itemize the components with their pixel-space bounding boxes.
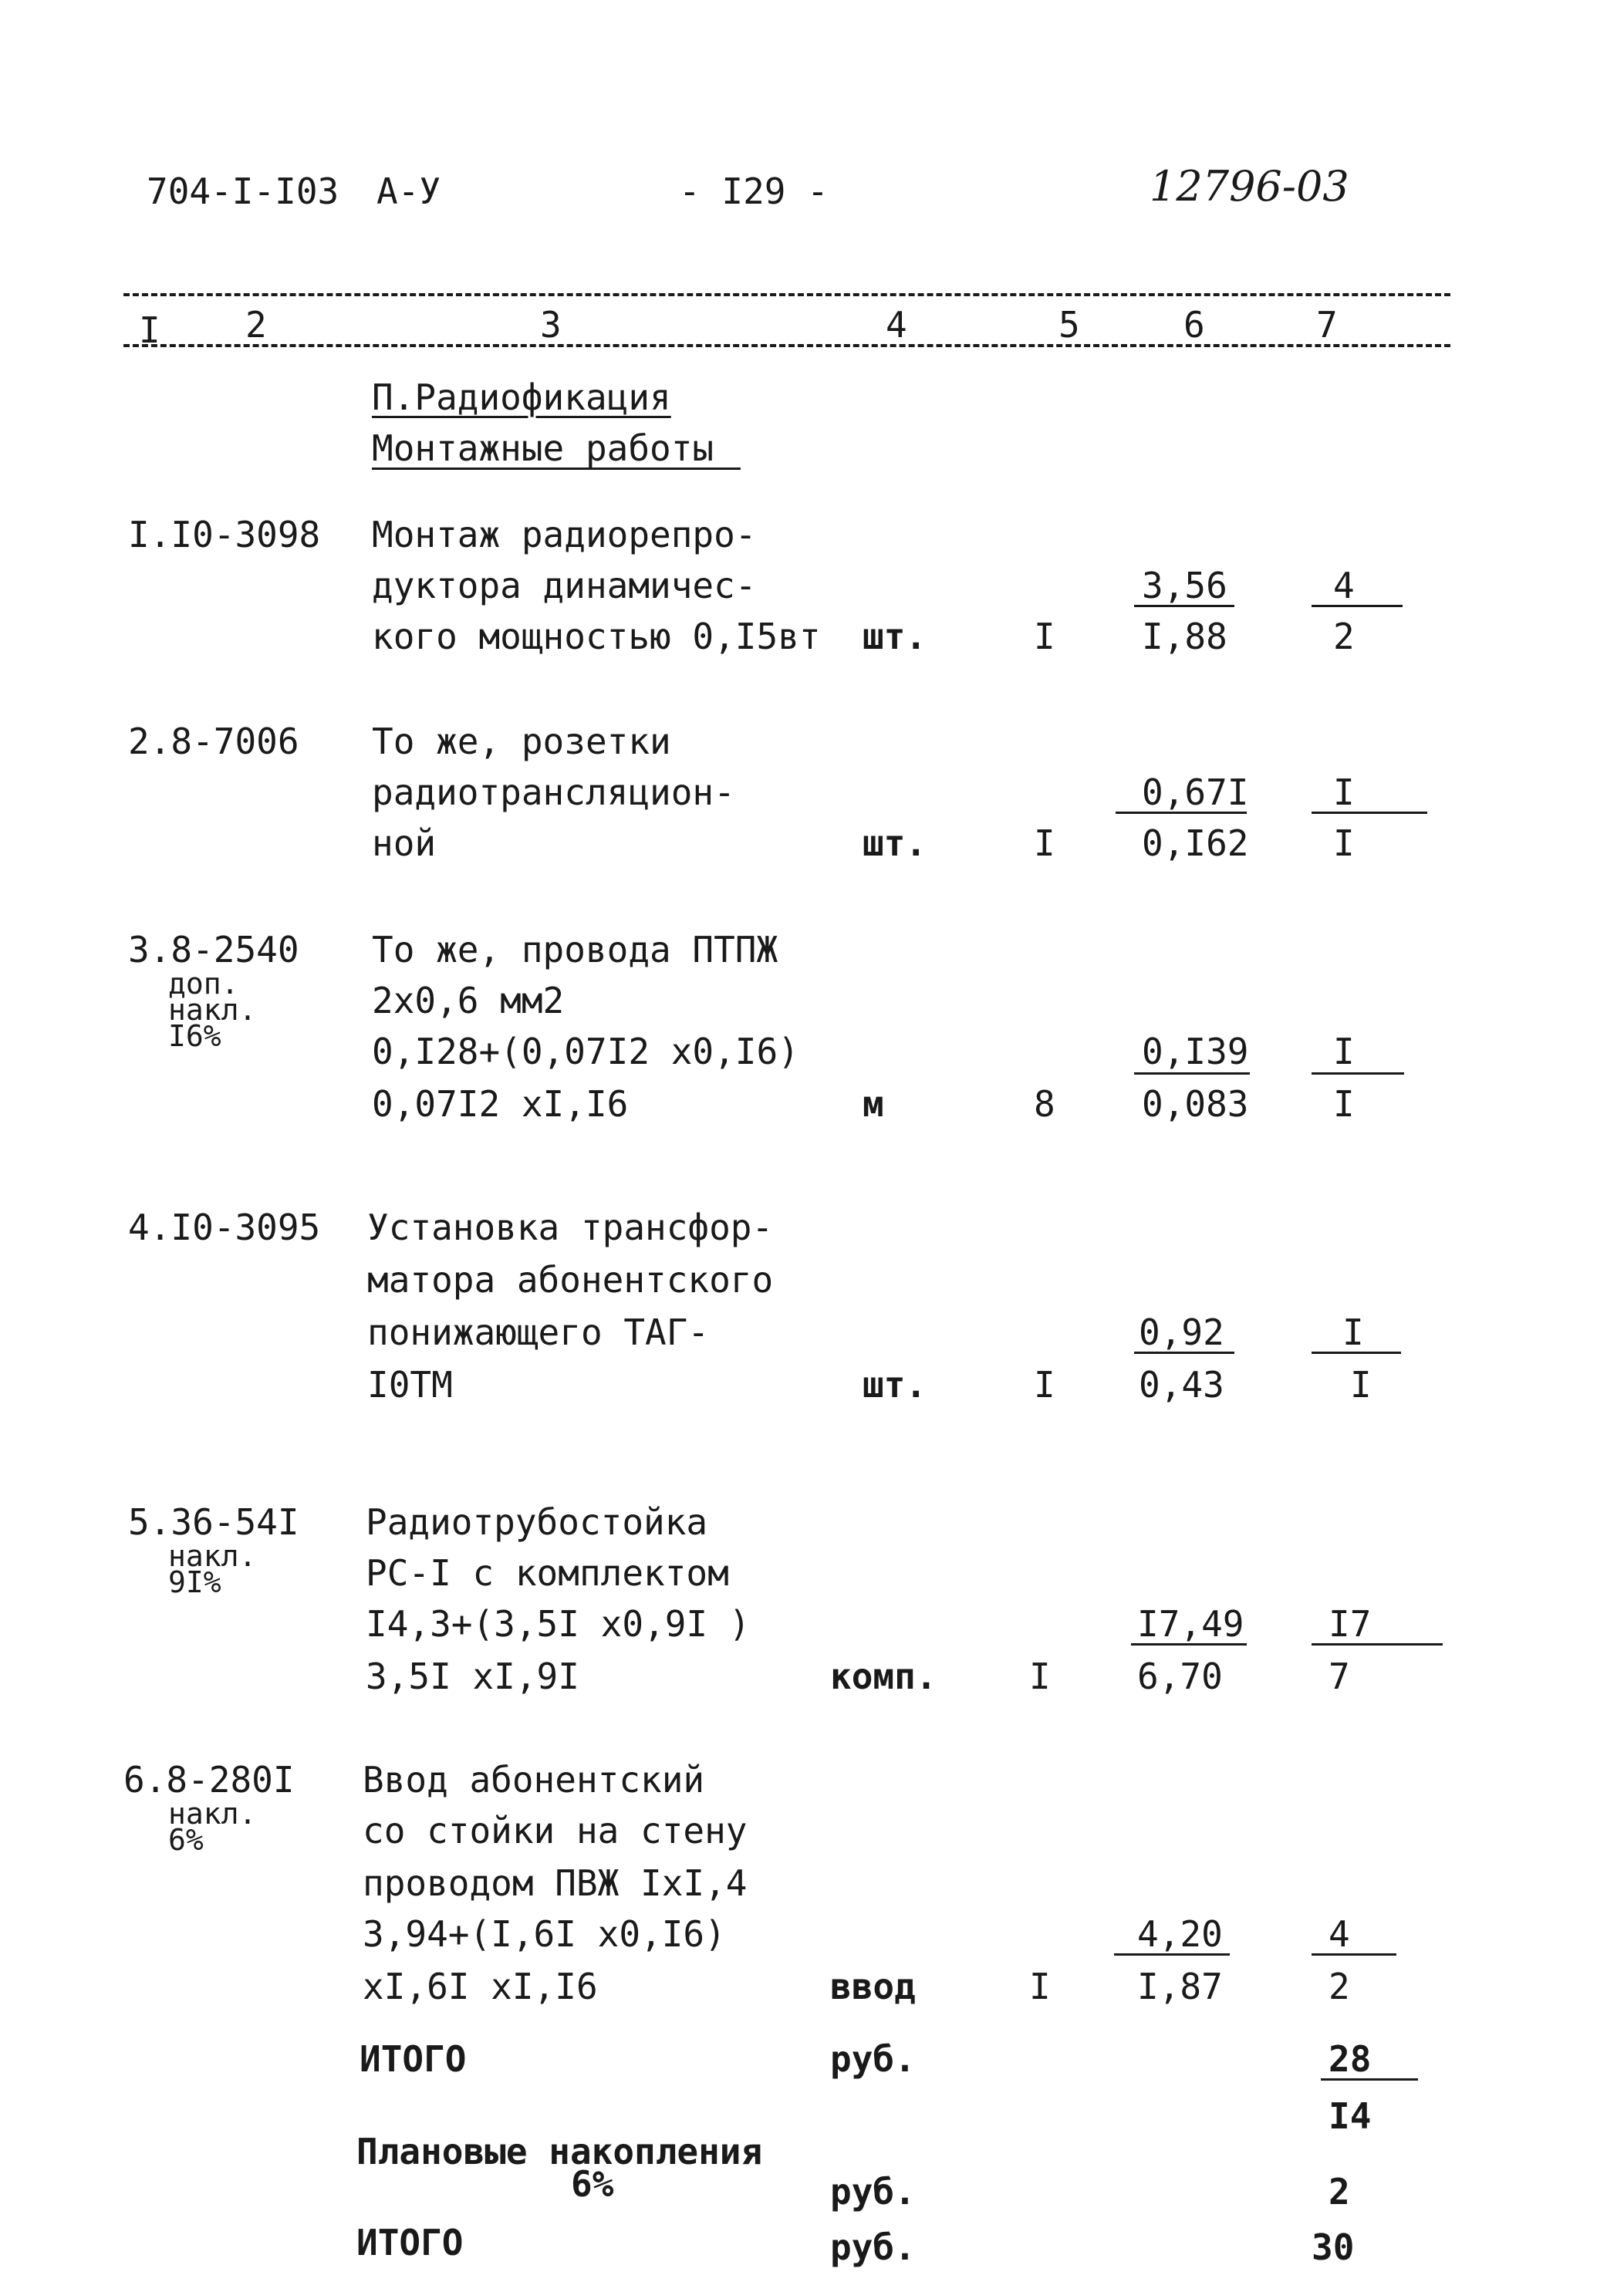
fraction-line	[1114, 1953, 1230, 1956]
col-header-1: I	[139, 309, 160, 351]
row-qty: I	[1034, 616, 1055, 657]
row-desc-line: I0ТМ	[367, 1364, 453, 1406]
section-subtitle-underline	[372, 468, 741, 470]
row-desc-line: То же, провода ПТПЖ	[372, 929, 778, 970]
section-subtitle: Монтажные работы	[372, 427, 714, 469]
row-desc-line: 3,94+(I,6I х0,I6)	[363, 1913, 726, 1955]
section-title: П.Радиофикация	[372, 376, 671, 418]
header-rule-top	[123, 293, 1450, 296]
row-col7-bottom: I	[1350, 1364, 1372, 1406]
row-qty: I	[1029, 1656, 1051, 1697]
final-total-unit: руб.	[830, 2226, 916, 2268]
row-col7-top: 4	[1333, 565, 1355, 606]
doc-code: 704-I-I03	[147, 170, 339, 212]
plan-accumulation-label: Плановые накопления	[356, 2131, 763, 2172]
row-col7-top: I	[1333, 1031, 1355, 1072]
row-desc-line: Ввод абонентский	[363, 1759, 705, 1801]
row-desc-line: 0,I28+(0,07I2 х0,I6)	[372, 1031, 799, 1072]
fraction-line	[1321, 2078, 1418, 2081]
row-note: накл. 6%	[168, 1797, 257, 1857]
row-col7-top: 4	[1329, 1913, 1350, 1955]
col-header-7: 7	[1316, 304, 1338, 346]
total-bottom: I4	[1329, 2095, 1372, 2137]
col-header-3: 3	[540, 304, 562, 346]
row-col7-bottom: 7	[1329, 1656, 1350, 1697]
plan-accumulation-unit: руб.	[830, 2171, 916, 2213]
row-code: 5.36-54I	[128, 1501, 299, 1543]
row-desc-line: ной	[372, 822, 437, 864]
handwritten-number: 12796-03	[1150, 162, 1349, 211]
row-col6-bottom: 0,43	[1139, 1364, 1224, 1406]
fraction-line	[1312, 1643, 1443, 1646]
col-header-2: 2	[245, 304, 267, 346]
fraction-line	[1312, 812, 1427, 814]
row-col6-top: 3,56	[1142, 565, 1227, 606]
row-code: 6.8-280I	[123, 1759, 295, 1801]
total-unit: руб.	[830, 2038, 916, 2080]
row-code: 2.8-7006	[128, 721, 299, 762]
row-desc-line: РС-I с комплектом	[366, 1552, 729, 1594]
row-desc-line: Монтаж радиорепро-	[372, 514, 757, 555]
row-code: 3.8-2540	[128, 929, 299, 970]
row-unit: шт.	[863, 822, 927, 864]
row-desc-line: То же, розетки	[372, 721, 671, 762]
row-col7-bottom: I	[1333, 1083, 1355, 1125]
row-desc-line: хI,6I хI,I6	[363, 1966, 598, 2007]
page-number: - I29 -	[679, 170, 829, 212]
row-desc-line: понижающего ТАГ-	[367, 1311, 710, 1353]
col-header-5: 5	[1058, 304, 1080, 346]
row-desc-line: Радиотрубостойка	[366, 1501, 708, 1543]
row-desc-line: кого мощностью 0,I5вт	[372, 616, 821, 657]
row-col6-bottom: I,87	[1137, 1966, 1223, 2007]
row-col7-top: I	[1333, 771, 1355, 813]
fraction-line	[1134, 605, 1234, 607]
row-qty: I	[1029, 1966, 1051, 2007]
fraction-line	[1134, 1072, 1250, 1075]
row-desc-line: матора абонентского	[367, 1259, 774, 1301]
row-unit: м	[863, 1083, 884, 1125]
row-col6-top: 4,20	[1137, 1913, 1223, 1955]
row-qty: I	[1034, 822, 1055, 864]
row-col6-bottom: 0,083	[1142, 1083, 1249, 1125]
row-desc-line: проводом ПВЖ IхI,4	[363, 1862, 748, 1904]
row-col6-bottom: 6,70	[1137, 1656, 1223, 1697]
header-rule-bottom	[123, 344, 1450, 347]
fraction-line	[1312, 605, 1403, 607]
final-total-label: ИТОГО	[356, 2222, 464, 2263]
col-header-6: 6	[1183, 304, 1205, 346]
row-col6-top: 0,67I	[1142, 771, 1249, 813]
row-desc-line: со стойки на стену	[363, 1810, 748, 1851]
fraction-line	[1134, 1352, 1234, 1354]
row-col7-top: I7	[1329, 1603, 1372, 1645]
row-qty: I	[1034, 1364, 1055, 1406]
row-col7-bottom: I	[1333, 822, 1355, 864]
section-code: А-У	[376, 170, 441, 212]
fraction-line	[1312, 1352, 1401, 1354]
row-unit: шт.	[863, 1364, 927, 1406]
row-col6-bottom: I,88	[1142, 616, 1227, 657]
row-qty: 8	[1034, 1083, 1055, 1125]
row-desc-line: I4,3+(3,5I х0,9I )	[366, 1603, 751, 1645]
row-unit: ввод	[830, 1966, 916, 2007]
total-label: ИТОГО	[360, 2038, 467, 2080]
row-code: I.I0-3098	[128, 514, 321, 555]
fraction-line	[1312, 1072, 1404, 1075]
fraction-line	[1312, 1953, 1396, 1956]
row-col6-bottom: 0,I62	[1142, 822, 1249, 864]
plan-accumulation-value: 2	[1329, 2171, 1350, 2213]
row-note: накл. 9I%	[168, 1539, 257, 1599]
row-col6-top: 0,I39	[1142, 1031, 1249, 1072]
row-note: доп. накл. I6%	[168, 967, 257, 1053]
row-unit: комп.	[830, 1656, 937, 1697]
row-code: 4.I0-3095	[128, 1207, 321, 1248]
row-desc-line: 2х0,6 мм2	[372, 980, 565, 1021]
row-col7-top: I	[1342, 1311, 1364, 1353]
row-desc-line: дуктора динамичес-	[372, 565, 757, 606]
total-top: 28	[1329, 2038, 1372, 2080]
fraction-line	[1131, 1643, 1247, 1646]
row-unit: шт.	[863, 616, 927, 657]
row-col6-top: I7,49	[1137, 1603, 1244, 1645]
plan-accumulation-percent: 6%	[571, 2163, 614, 2205]
row-desc-line: радиотрансляцион-	[372, 771, 735, 813]
row-desc-line: 3,5I хI,9I	[366, 1656, 579, 1697]
fraction-line	[1116, 812, 1247, 814]
row-desc-line: 0,07I2 хI,I6	[372, 1083, 629, 1125]
row-col7-bottom: 2	[1329, 1966, 1350, 2007]
row-col7-bottom: 2	[1333, 616, 1355, 657]
col-header-4: 4	[886, 304, 907, 346]
row-col6-top: 0,92	[1139, 1311, 1224, 1353]
row-desc-line: Установка трансфор-	[367, 1207, 774, 1248]
final-total-value: 30	[1312, 2226, 1355, 2268]
